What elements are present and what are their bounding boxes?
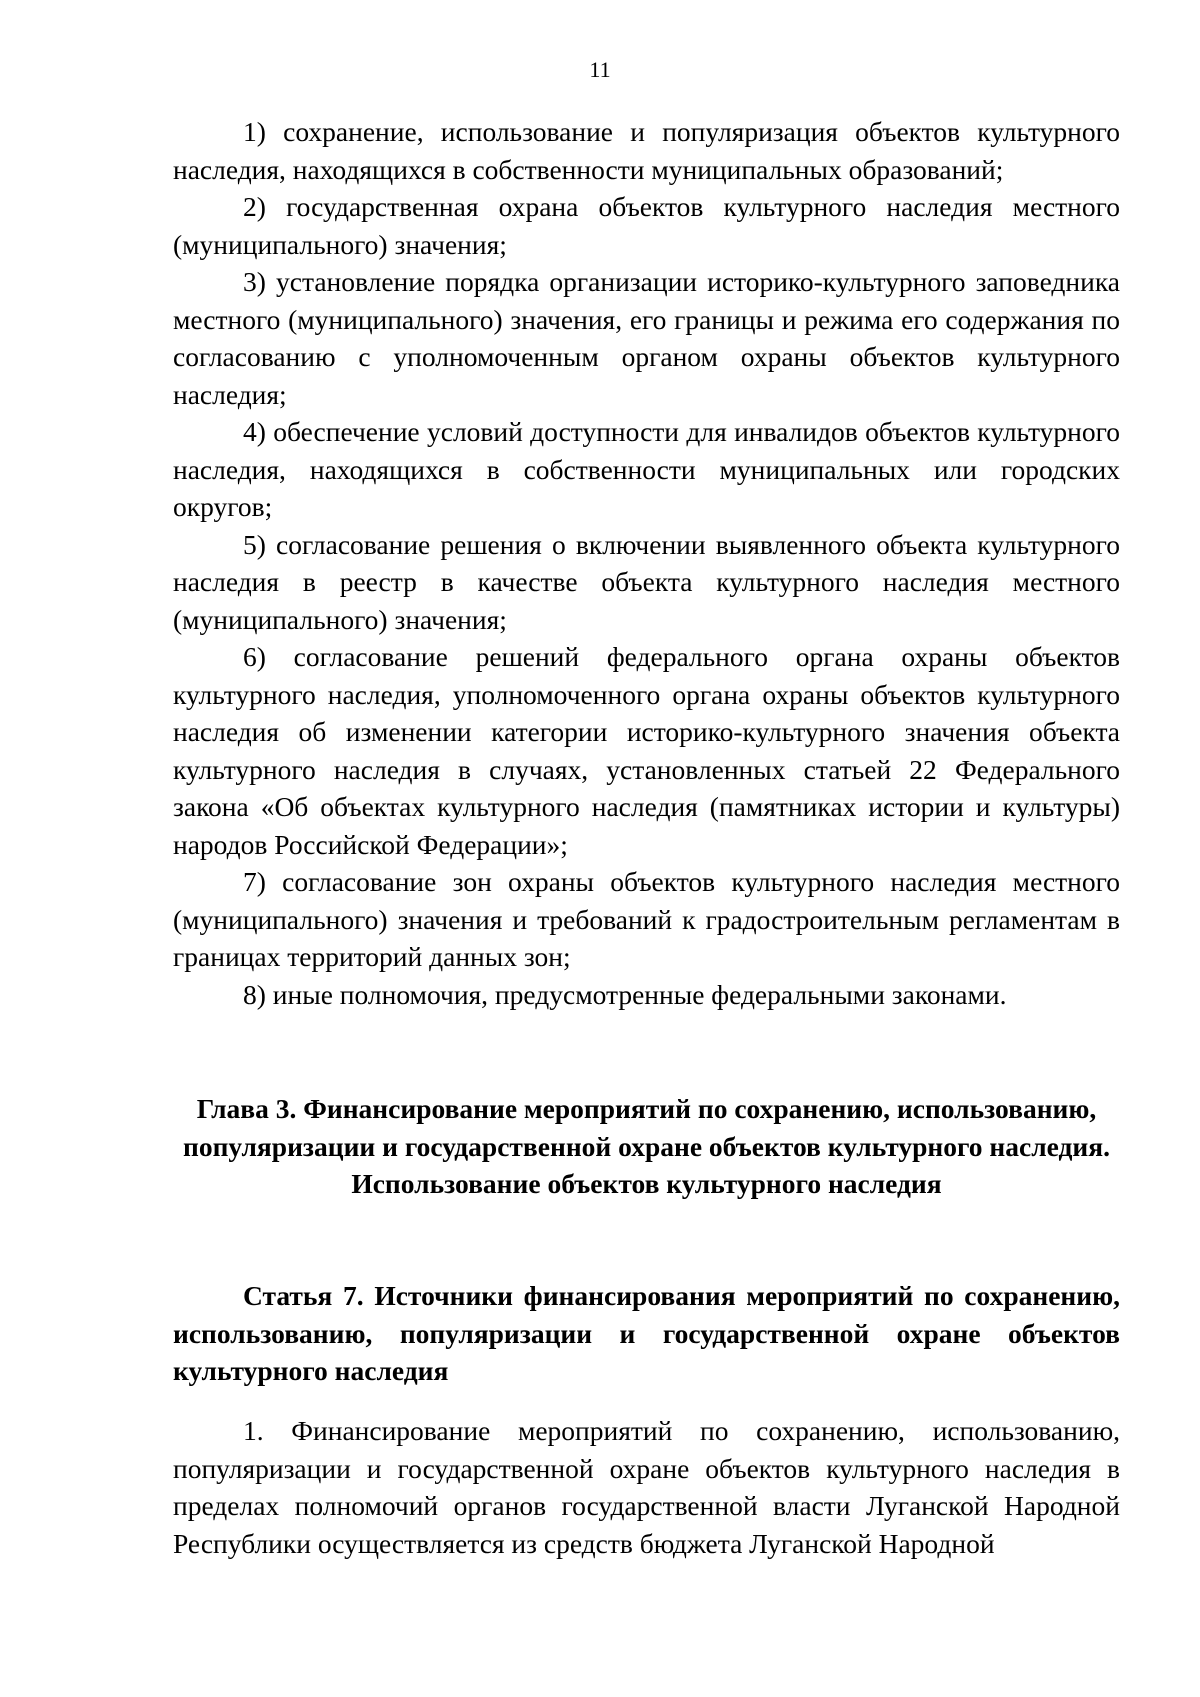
chapter-heading: Глава 3. Финансирование мероприятий по сохранению, использованию, популяризации и государственной охране объектов культурного наследия. Использование объектов культурного наследия (182, 1093, 1111, 1199)
powers-list (173, 113, 1120, 1013)
article-body (173, 1412, 1120, 1562)
list-item: 2) государственная охрана объектов культурного наследия местного (муниципального) значения; (173, 191, 1120, 260)
list-item: 1) сохранение, использование и популяризация объектов культурного наследия, находящихся в собственности муниципальных образований; (173, 116, 1120, 185)
list-item: 4) обеспечение условий доступности для инвалидов объектов культурного наследия, находящихся в собственности муниципальных или городских округов; (173, 416, 1120, 522)
article-paragraph: 1. Финансирование мероприятий по сохранению, использованию, популяризации и государственной охране объектов культурного наследия в пределах полномочий органов государственной власти Луганской Народной Республики осуществляется из средств бюджета Луганской Народной (173, 1415, 1120, 1559)
article-heading: Статья 7. Источники финансирования мероприятий по сохранению, использованию, популяризации и государственной охране объектов культурного наследия (173, 1280, 1120, 1386)
list-item: 6) согласование решений федерального органа охраны объектов культурного наследия, уполномоченного органа охраны объектов культурного наследия об изменении категории историко-культурного значения объекта культурного наследия в случаях, установленных статьей 22 Федерального закона «Об объектах культурного наследия (памятниках истории и культуры) народов Российской Федерации»; (173, 641, 1120, 860)
list-item: 7) согласование зон охраны объектов культурного наследия местного (муниципального) значения и требований к градостроительным регламентам в границах территорий данных зон; (173, 866, 1120, 972)
list-item: 3) установление порядка организации историко-культурного заповедника местного (муниципального) значения, его границы и режима его содержания по согласованию с уполномоченным органом охраны объектов культурного наследия; (173, 266, 1120, 410)
page-number: 11 (589, 57, 611, 82)
list-item: 5) согласование решения о включении выявленного объекта культурного наследия в реестр в качестве объекта культурного наследия местного (муниципального) значения; (173, 528, 1120, 635)
list-item: 8) иные полномочия, предусмотренные федеральными законами. (243, 978, 1007, 1010)
